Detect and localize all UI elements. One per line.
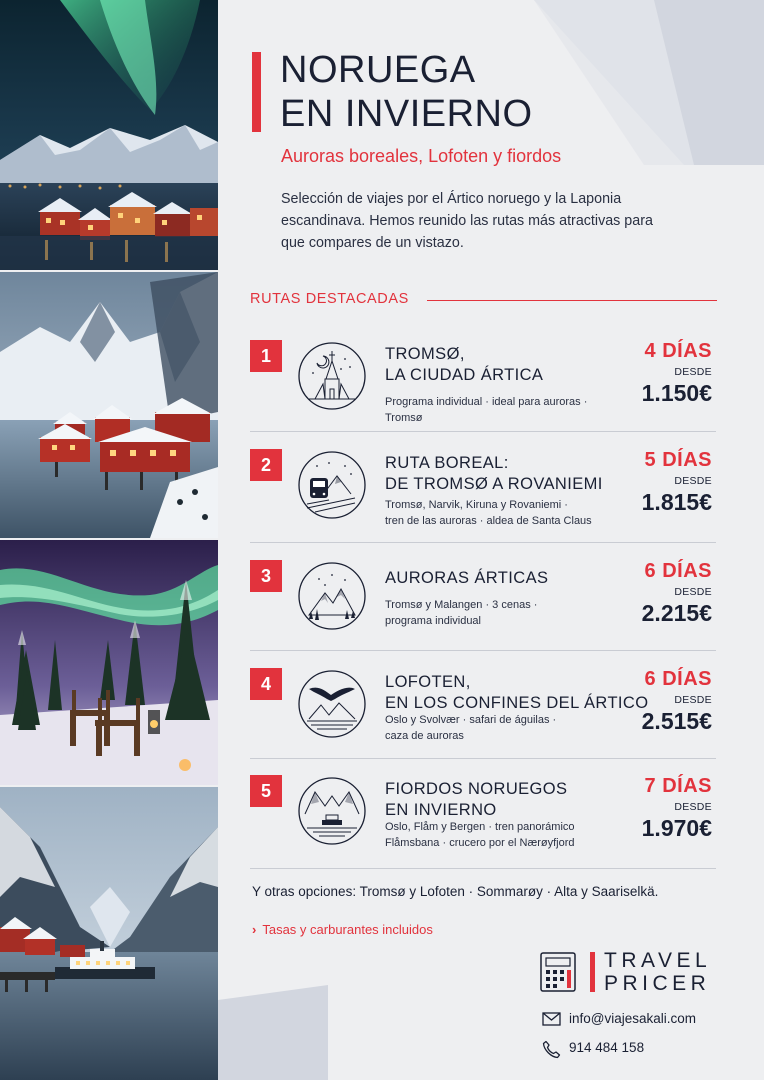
route-name (385, 453, 603, 495)
route-divider (250, 542, 716, 543)
route-name-line-1: TROMSØ, (385, 345, 465, 363)
train-icon (295, 448, 369, 522)
route-duration: 4 DÍAS (644, 340, 712, 362)
taxes-label: Tasas y carburantes incluidos (262, 922, 433, 937)
brand-logo (540, 950, 720, 996)
route-name-line-1: LOFOTEN, (385, 673, 471, 691)
route-description (385, 394, 615, 426)
route-price-from: DESDE (674, 586, 712, 598)
photo-aurora-forest-chairs (0, 540, 218, 785)
decor-shape-top (534, 0, 764, 165)
title-line-1: NORUEGA (280, 49, 476, 91)
title-line-2: EN INVIERNO (280, 93, 533, 135)
route-description (385, 712, 615, 744)
route-desc-line-1: Oslo y Svolvær · safari de águilas · (385, 714, 557, 726)
route-price: 2.215€ (641, 600, 712, 626)
route-item[interactable] (250, 668, 716, 748)
route-number: 5 (250, 775, 282, 807)
church-icon (295, 339, 369, 413)
brand-accent-bar (590, 952, 595, 992)
mountain-icon (295, 559, 369, 633)
route-duration: 6 DÍAS (644, 668, 712, 690)
phone-text: 914 484 158 (569, 1040, 645, 1055)
route-price: 1.970€ (641, 815, 712, 841)
taxes-included-link[interactable] (252, 922, 433, 937)
route-number: 3 (250, 560, 282, 592)
route-divider (250, 758, 716, 759)
intro-paragraph: Selección de viajes por el Ártico noruego y la Laponia escandinava. Hemos reunido las rutas más atractivas para que compares de un vistazo. (281, 191, 653, 251)
route-name (385, 568, 548, 589)
route-name-line-2: EN LOS CONFINES DEL ÁRTICO (385, 694, 649, 712)
section-heading: RUTAS DESTACADAS (250, 291, 409, 307)
route-divider (250, 650, 716, 651)
calculator-icon (540, 952, 576, 992)
route-name (385, 779, 567, 821)
route-number: 1 (250, 340, 282, 372)
title-accent-bar (252, 52, 261, 132)
route-desc-line-1: Tromsø y Malangen · 3 cenas · (385, 599, 538, 611)
route-name-line-1: FIORDOS NORUEGOS (385, 780, 568, 798)
section-divider (427, 300, 717, 301)
route-item[interactable] (250, 775, 716, 855)
page-title (280, 48, 533, 136)
phone-icon (542, 1040, 561, 1059)
route-name-line-2: DE TROMSØ A ROVANIEMI (385, 475, 603, 493)
route-desc-line-1: Oslo, Flåm y Bergen · tren panorámico (385, 821, 575, 833)
route-desc-line-2: programa individual (385, 615, 481, 627)
route-number: 4 (250, 668, 282, 700)
route-duration: 7 DÍAS (644, 775, 712, 797)
brand-line-2: PRICER (604, 972, 711, 995)
email-text: info@viajesakali.com (569, 1011, 697, 1026)
brand-name (604, 949, 711, 995)
route-item[interactable] (250, 340, 716, 424)
photo-column (0, 0, 218, 1080)
route-name (385, 344, 543, 386)
page-subtitle: Auroras boreales, Lofoten y fiordos (281, 146, 562, 166)
route-item[interactable] (250, 449, 716, 529)
photo-aurora-lofoten-village (0, 0, 218, 270)
route-name-line-1: AURORAS ÁRTICAS (385, 569, 549, 587)
route-number: 2 (250, 449, 282, 481)
route-description (385, 497, 615, 529)
route-name-line-2: LA CIUDAD ÁRTICA (385, 366, 544, 384)
route-duration: 6 DÍAS (644, 560, 712, 582)
route-price: 1.815€ (641, 489, 712, 515)
route-description (385, 819, 615, 851)
chevron-right-icon: › (252, 922, 257, 937)
route-price-from: DESDE (674, 694, 712, 706)
decor-shape-bottom (218, 985, 328, 1080)
route-price: 1.150€ (641, 380, 712, 406)
route-name-line-1: RUTA BOREAL: (385, 454, 509, 472)
route-description (385, 597, 615, 629)
route-desc-line-2: caza de auroras (385, 730, 464, 742)
route-desc-line-2: tren de las auroras · aldea de Santa Claus (385, 515, 592, 527)
route-price-from: DESDE (674, 801, 712, 813)
brand-line-1: TRAVEL (604, 949, 712, 972)
photo-red-cabins-fjord (0, 272, 218, 538)
route-duration: 5 DÍAS (644, 449, 712, 471)
route-price: 2.515€ (641, 708, 712, 734)
route-name (385, 672, 648, 714)
route-item[interactable] (250, 560, 716, 640)
route-price-from: DESDE (674, 475, 712, 487)
route-desc-line-2: Flåmsbana · crucero por el Nærøyfjord (385, 837, 575, 849)
envelope-icon (542, 1011, 561, 1027)
eagle-icon (295, 667, 369, 741)
route-divider (250, 431, 716, 432)
route-price-from: DESDE (674, 366, 712, 378)
route-divider (250, 868, 716, 869)
route-name-line-2: EN INVIERNO (385, 801, 497, 819)
other-options-text: Y otras opciones: Tromsø y Lofoten · Sommarøy · Alta y Saariselkä. (252, 884, 659, 899)
route-desc-line-1: Programa individual · ideal para auroras · Tromsø (385, 396, 588, 424)
fjord-boat-icon (295, 774, 369, 848)
route-desc-line-1: Tromsø, Narvik, Kiruna y Rovaniemi · (385, 499, 568, 511)
photo-fjord-boat (0, 787, 218, 1080)
